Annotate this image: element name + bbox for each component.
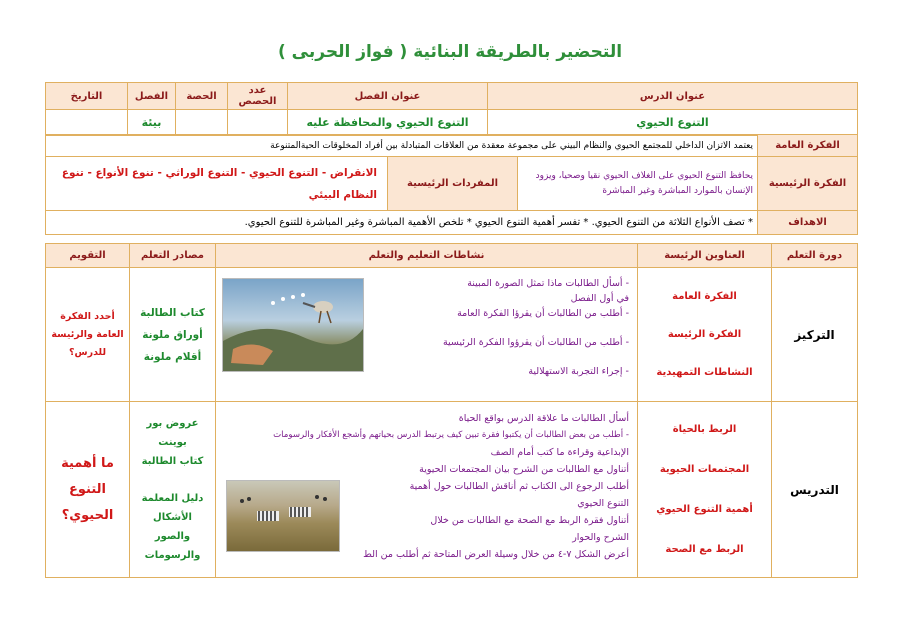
zebra-photo bbox=[226, 480, 340, 552]
teaching-resource: عروض بور bbox=[146, 418, 199, 429]
teaching-activity: أسأل الطالبات ما علاقة الدرس بواقع الحياة bbox=[458, 413, 629, 424]
activities-header: نشاطات التعليم والتعلم bbox=[216, 244, 638, 268]
focus-title-main: الفكرة الرئيسة bbox=[667, 328, 742, 340]
lesson-title-value: التنوع الحيوي bbox=[488, 110, 858, 136]
focus-phase: التركيز bbox=[772, 268, 858, 402]
focus-activity: - أطلب من الطالبات أن يقرؤوا الفكرة الرئيسية bbox=[442, 337, 629, 348]
focus-title-general: الفكرة العامة bbox=[672, 290, 737, 302]
lesson-title-label: عنوان الدرس bbox=[488, 83, 858, 110]
bird-photo bbox=[222, 278, 364, 372]
teaching-evaluation: ما أهمية التنوع الحيوي؟ bbox=[46, 402, 130, 578]
objectives-label: الاهداف bbox=[758, 211, 858, 235]
main-titles-header: العناوين الرئيسة bbox=[638, 244, 772, 268]
teaching-title: أهمية التنوع الحيوي bbox=[656, 503, 753, 515]
vocab-text: الانقراض - التنوع الحيوي - التنوع الوراثي - تنوع الأنواع - تنوع النظام البيئي bbox=[46, 157, 388, 211]
objectives-text: * تصف الأنواع الثلاثة من التنوع الحيوي. * تفسر أهمية التنوع الحيوي * تلخص الأهمية المباشرة وغير المباشرة للتنوع الحيوي. bbox=[46, 211, 758, 235]
chapter-title-label: عنوان الفصل bbox=[288, 83, 488, 110]
vocab-label: المفردات الرئيسية bbox=[388, 157, 518, 211]
teaching-resource: الأشكال والصور bbox=[153, 512, 192, 542]
teaching-title: المجتمعات الحيوية bbox=[659, 463, 750, 475]
evaluation-header: التقويم bbox=[46, 244, 130, 268]
page-title: التحضير بالطريقة البنائية ( فواز الحربى ) bbox=[277, 42, 623, 62]
teaching-activity: - أطلب من بعض الطالبات أن يكتبوا فقرة تبين كيف يرتبط الدرس بحياتهم وأشجع الأفكار والرسومات bbox=[273, 430, 629, 440]
lesson-ideas-table bbox=[45, 134, 858, 235]
cycle-header: دورة التعلم bbox=[772, 244, 858, 268]
focus-resource: أقلام ملونة bbox=[143, 350, 202, 363]
class-value: بيئة bbox=[128, 110, 176, 136]
focus-resource: كتاب الطالبة bbox=[140, 306, 205, 319]
resources-header: مصادر التعلم bbox=[130, 244, 216, 268]
teaching-phase: التدريس bbox=[772, 402, 858, 578]
classes-count-label: عدد الحصص bbox=[228, 83, 288, 110]
main-idea-label: الفكرة الرئيسية bbox=[758, 157, 858, 211]
main-idea-text: يحافظ التنوع الحيوي على الغلاف الحيوي نقيا وصحيا، ويزود الإنسان بالموارد المباشرة وغير المباشرة bbox=[518, 157, 758, 211]
teaching-activity: الإبداعية وقراءة ما كتب أمام الصف bbox=[490, 447, 629, 458]
general-idea-text: يعتمد الاتزان الداخلي للمجتمع الحيوي والنظام البيني على مجموعة معقدة من العلاقات المتبادلة بين أفراد المخلوقات الحيةالمتنوعة bbox=[46, 135, 758, 157]
teaching-resource: بوينت bbox=[158, 437, 187, 448]
chapter-title-value: التنوع الحيوي والمحافظة عليه bbox=[288, 110, 488, 136]
teaching-resource: دليل المعلمة bbox=[141, 493, 204, 504]
teaching-activity: التنوع الحيوي bbox=[577, 498, 629, 509]
general-idea-label: الفكرة العامة bbox=[758, 135, 858, 157]
teaching-activity: أطلب الرجوع الى الكتاب ثم أناقش الطالبات حول أهمية bbox=[409, 481, 629, 492]
class-label: الفصل bbox=[128, 83, 176, 110]
date-label: التاريخ bbox=[46, 83, 128, 110]
teaching-resource: والرسومات bbox=[144, 550, 201, 561]
lesson-info-table bbox=[45, 82, 858, 136]
teaching-activity: أعرض الشكل ٧-٤ من خلال وسيلة العرض المتاحة ثم أطلب من الط bbox=[363, 549, 629, 560]
learning-cycle-table bbox=[45, 243, 858, 578]
focus-title-intro: النشاطات التمهيدية bbox=[656, 366, 753, 378]
teaching-activity: أتناول فقرة الربط مع الصحة مع الطالبات من خلال bbox=[430, 515, 629, 526]
focus-activity: - أطلب من الطالبات أن يقرؤا الفكرة العامة bbox=[457, 308, 629, 319]
focus-evaluation: أحدد الفكرة العامة والرئيسة للدرس؟ bbox=[46, 268, 130, 402]
focus-activity: - إجراء التجربة الاستهلالية bbox=[528, 366, 629, 377]
teaching-resource: كتاب الطالبة bbox=[141, 456, 204, 467]
focus-activity: في أول الفصل bbox=[570, 293, 629, 304]
teaching-title: الربط مع الصحة bbox=[665, 543, 744, 555]
period-label: الحصة bbox=[176, 83, 228, 110]
focus-resource: أوراق ملونة bbox=[142, 328, 203, 341]
focus-activity: - أسأل الطالبات ماذا تمثل الصورة المبينة bbox=[467, 278, 629, 289]
teaching-activity: الشرح والحوار bbox=[572, 532, 629, 543]
teaching-activity: أتناول مع الطالبات من الشرح بيان المجتمعات الحيوية bbox=[419, 464, 629, 475]
teaching-title: الربط بالحياة bbox=[672, 423, 737, 435]
